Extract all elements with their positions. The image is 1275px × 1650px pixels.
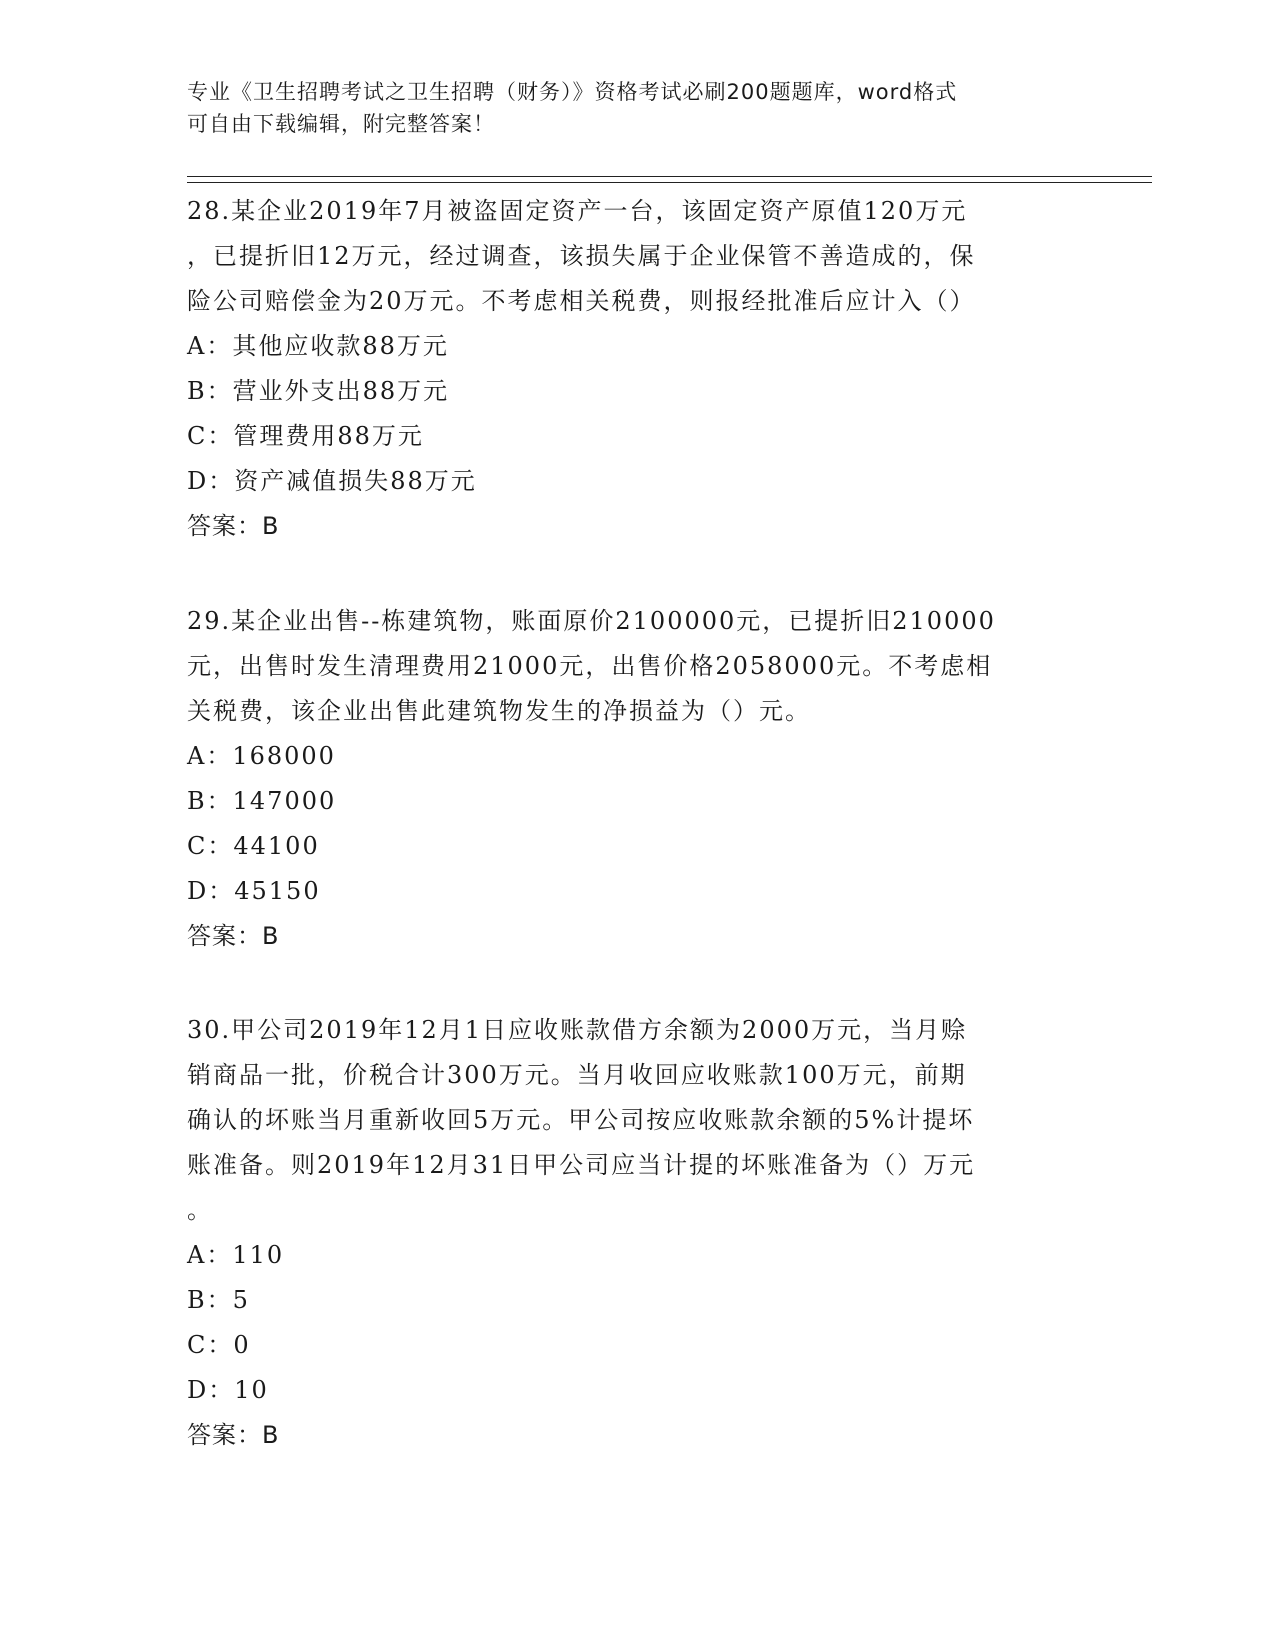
- answer-line: 答案：B: [187, 1421, 280, 1449]
- question-stem-line: 29.某企业出售--栋建筑物，账面原价2100000元，已提折旧210000: [187, 607, 996, 635]
- answer-line: 答案：B: [187, 512, 280, 540]
- question-stem-line: 销商品一批，价税合计300万元。当月收回应收账款100万元，前期: [187, 1061, 967, 1089]
- question-stem-line: 。: [187, 1196, 213, 1224]
- question-stem-line: ，已提折旧12万元，经过调查，该损失属于企业保管不善造成的，保: [187, 242, 976, 270]
- question-stem-line: 险公司赔偿金为20万元。不考虑相关税费，则报经批准后应计入（）: [187, 287, 976, 315]
- question-stem-line: 30.甲公司2019年12月1日应收账款借方余额为2000万元，当月赊: [187, 1016, 968, 1044]
- option-c: C：44100: [187, 832, 320, 860]
- question-28: [187, 189, 1087, 549]
- header-line-1: 专业《卫生招聘考试之卫生招聘（财务）》资格考试必刷200题题库，word格式: [187, 80, 958, 104]
- option-a: A：110: [187, 1241, 285, 1269]
- question-stem-line: 关税费，该企业出售此建筑物发生的净损益为（）元。: [187, 697, 811, 725]
- option-b: B：营业外支出88万元: [187, 377, 450, 405]
- header-rule-top: [187, 176, 1152, 177]
- answer-line: 答案：B: [187, 922, 280, 950]
- option-d: D：45150: [187, 877, 321, 905]
- question-stem-line: 账准备。则2019年12月31日甲公司应当计提的坏账准备为（）万元: [187, 1151, 976, 1179]
- header-line-2: 可自由下载编辑，附完整答案！: [187, 112, 495, 136]
- option-d: D：10: [187, 1376, 269, 1404]
- option-a: A：其他应收款88万元: [187, 332, 449, 360]
- option-d: D：资产减值损失88万元: [187, 467, 477, 495]
- option-b: B：147000: [187, 787, 337, 815]
- header-rule-bottom: [187, 182, 1152, 183]
- option-b: B：5: [187, 1286, 250, 1314]
- document-header: [187, 76, 1067, 140]
- question-stem-line: 元，出售时发生清理费用21000元，出售价格2058000元。不考虑相: [187, 652, 993, 680]
- option-c: C：管理费用88万元: [187, 422, 424, 450]
- option-c: C：0: [187, 1331, 251, 1359]
- question-30: [187, 1008, 1087, 1458]
- question-29: [187, 599, 1087, 959]
- option-a: A：168000: [187, 742, 336, 770]
- question-stem-line: 28.某企业2019年7月被盗固定资产一台，该固定资产原值120万元: [187, 197, 968, 225]
- question-stem-line: 确认的坏账当月重新收回5万元。甲公司按应收账款余额的5%计提坏: [187, 1106, 975, 1134]
